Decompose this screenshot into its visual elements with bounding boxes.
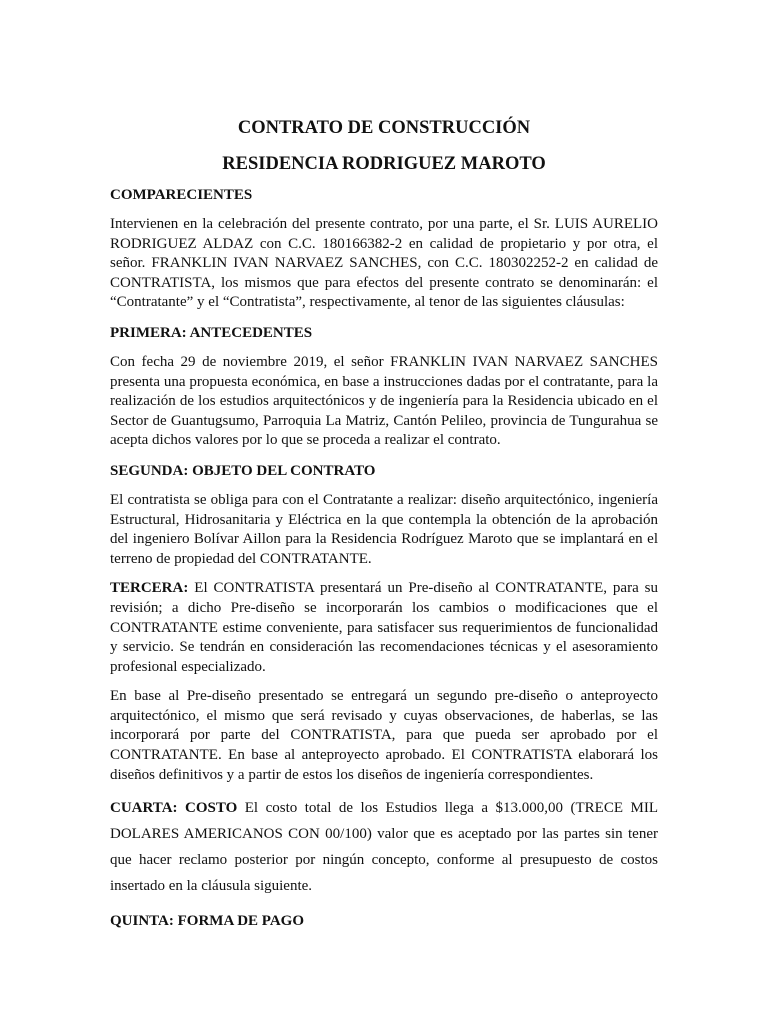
paragraph-cuarta (110, 795, 658, 899)
clause-text-tercera: El CONTRATISTA presentará un Pre-diseño al CONTRATANTE, para su revisión; a dicho Pre-diseño se incorporarán los cambios o modificaciones que el CONTRATANTE estime conveniente, para satisfacer sus requerimientos de funcionalidad y servicio. Se tendrán en consideración las recomendaciones técnicas y el asesoramiento profesional especializado. (110, 580, 658, 675)
document-subtitle: RESIDENCIA RODRIGUEZ MAROTO (222, 154, 546, 174)
document-page (110, 116, 658, 941)
paragraph-primera: Con fecha 29 de noviembre 2019, el señor FRANKLIN IVAN NARVAEZ SANCHES presenta una propuesta económica, en base a instrucciones dadas por el contratante, para la realización de los estudios arquitectónicos y de ingeniería para la Residencia ubicado en el Sector de Guantugsumo, Parroquia La Matriz, Cantón Pelileo, provincia de Tungurahua se acepta dichos valores por lo que se proceda a realizar el contrato. (110, 353, 658, 449)
section-heading-comparecientes: COMPARECIENTES (110, 187, 253, 203)
clause-lead-tercera: TERCERA: (110, 580, 189, 597)
section-heading-quinta: QUINTA: FORMA DE PAGO (110, 913, 305, 930)
paragraph-tercera (110, 579, 658, 677)
clause-lead-cuarta: CUARTA: COSTO (110, 800, 238, 817)
paragraph-comparecientes: Intervienen en la celebración del presente contrato, por una parte, el Sr. LUIS AURELIO RODRIGUEZ ALDAZ con C.C. 180166382-2 en calidad de propietario y por otra, el señor. FRANKLIN IVAN NARVAEZ SANCHES, con C.C. 180302252-2 en calidad de CONTRATISTA, los mismos que para efectos del presente contrato se denominarán: el “Contratante” y el “Contratista”, respectivamente, al tenor de las siguientes cláusulas: (110, 216, 658, 311)
paragraph-tercera-continued: En base al Pre-diseño presentado se entregará un segundo pre-diseño o anteproyecto arquitectónico, el mismo que será revisado y cuyas observaciones, de haberlas, se las incorporará por parte del CONTRATISTA, para que pueda ser aprobado por el CONTRATANTE. En base al anteproyecto aprobado. El CONTRATISTA elaborará los diseños definitivos y a partir de estos los diseños de ingeniería correspondientes. (110, 688, 658, 783)
clause-text-cuarta: El costo total de los Estudios llega a $13.000,00 (TRECE MIL DOLARES AMERICANOS CON 00/100) valor que es aceptado por las partes sin tener que hacer reclamo posterior por ningún concepto, conforme al presupuesto de costos insertado en la cláusula siguiente. (110, 800, 658, 895)
section-heading-segunda: SEGUNDA: OBJETO DEL CONTRATO (110, 462, 376, 479)
section-heading-primera: PRIMERA: ANTECEDENTES (110, 324, 313, 341)
paragraph-segunda: El contratista se obliga para con el Contratante a realizar: diseño arquitectónico, ingeniería Estructural, Hidrosanitaria y Eléctrica en la que contempla la obtención de la aprobación del ingeniero Bolívar Aillon para la Residencia Rodríguez Maroto que se implantará en el terreno de propiedad del CONTRATANTE. (110, 491, 658, 567)
document-title: CONTRATO DE CONSTRUCCIÓN (237, 118, 531, 138)
